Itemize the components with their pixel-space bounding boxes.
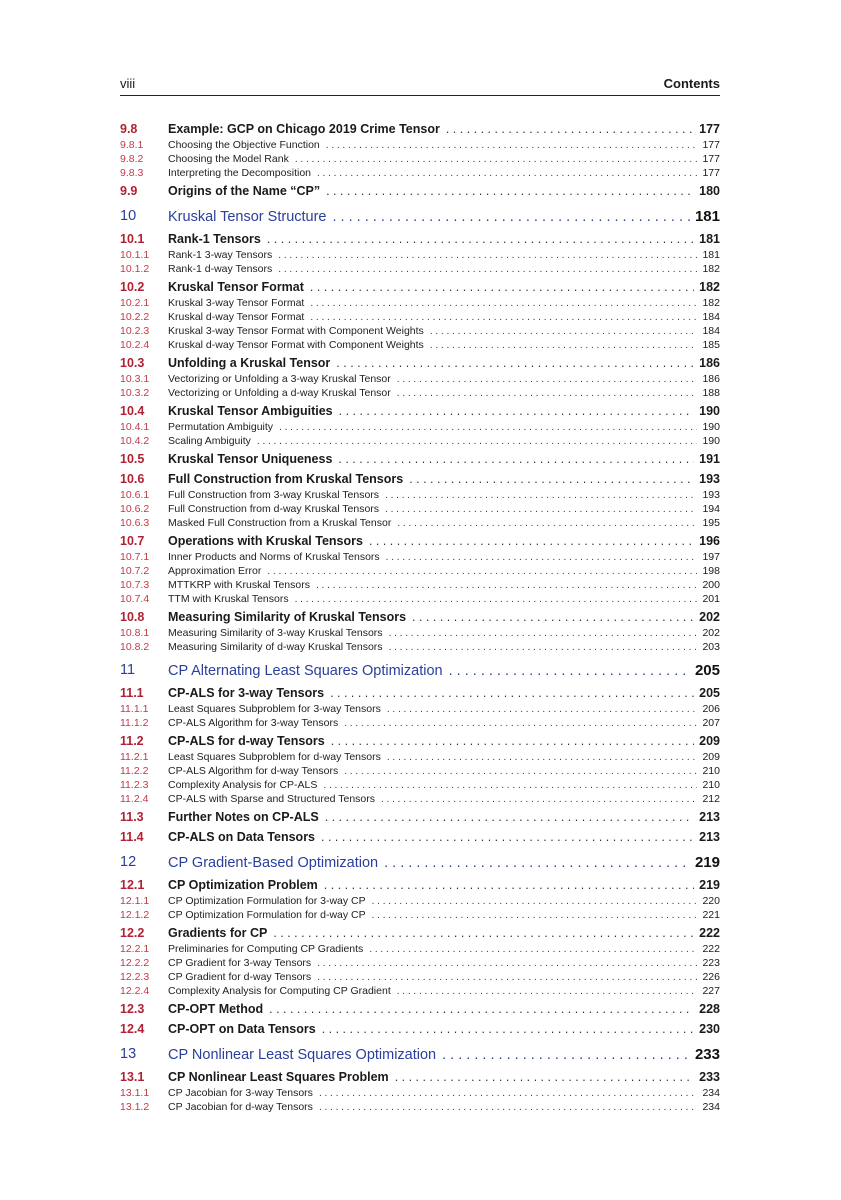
toc-entry-line — [168, 263, 720, 275]
toc-entry-title[interactable]: Origins of the Name “CP” — [168, 184, 321, 198]
toc-entry-page: 181 — [694, 208, 720, 225]
toc-entry-page: 198 — [702, 565, 720, 577]
running-head — [120, 76, 720, 96]
toc-entry-number: 11.2.1 — [120, 751, 149, 763]
dot-leader — [384, 855, 690, 871]
dot-leader — [369, 944, 697, 955]
toc-entry-line — [168, 717, 720, 729]
toc-entry-page: 222 — [699, 926, 720, 940]
dot-leader — [269, 1002, 694, 1016]
toc-entry-page: 233 — [694, 1046, 720, 1063]
toc-entry-line — [168, 311, 720, 323]
toc-entry-title[interactable]: Least Squares Subproblem for 3-way Tensors — [168, 703, 381, 715]
toc-entry-page: 185 — [702, 339, 720, 351]
dot-leader — [267, 232, 694, 246]
toc-entry-line — [168, 1046, 720, 1063]
toc-entry-number: 9.8.3 — [120, 167, 144, 179]
toc-entry-page: 195 — [702, 517, 720, 529]
dot-leader — [278, 250, 697, 261]
toc-entry-page: 184 — [702, 325, 720, 337]
dot-leader — [326, 140, 697, 151]
toc-entry-line — [168, 971, 720, 983]
toc-entry-page: 205 — [694, 662, 720, 679]
dot-leader — [333, 209, 690, 225]
dot-leader — [273, 926, 694, 940]
toc-entry-number: 13.1 — [120, 1070, 145, 1084]
toc-entry-line — [168, 435, 720, 447]
dot-leader — [397, 374, 697, 385]
toc-entry-page: 184 — [702, 311, 720, 323]
dot-leader — [389, 628, 697, 639]
toc-entry-line — [168, 167, 720, 179]
toc-entry-page: 222 — [702, 943, 720, 955]
dot-leader — [446, 122, 694, 136]
toc-entry-line — [168, 627, 720, 639]
toc-entry-title[interactable]: Vectorizing or Unfolding a d-way Kruskal Tensor — [168, 387, 391, 399]
toc-entry-line — [168, 421, 720, 433]
toc-entry-line — [168, 339, 720, 351]
toc-entry-title[interactable]: CP Optimization Formulation for d-way CP — [168, 909, 366, 921]
toc-entry-number: 10.5 — [120, 452, 145, 466]
toc-entry-page: 177 — [702, 139, 720, 151]
toc-entry-line — [168, 662, 720, 679]
toc-entry-number: 10.1.1 — [120, 249, 150, 261]
toc-entry-line — [168, 517, 720, 529]
toc-entry-number: 10.4 — [120, 404, 145, 418]
toc-entry-page: 186 — [702, 373, 720, 385]
toc-entry-page: 227 — [702, 985, 720, 997]
toc-entry-title[interactable]: Kruskal Tensor Uniqueness — [168, 452, 333, 466]
toc-entry-title[interactable]: Measuring Similarity of Kruskal Tensors — [168, 610, 407, 624]
dot-leader — [387, 752, 697, 763]
toc-entry-page: 193 — [699, 472, 720, 486]
dot-leader — [397, 986, 697, 997]
toc-entry-page: 182 — [702, 263, 720, 275]
toc-entry-title[interactable]: Rank-1 3-way Tensors — [168, 249, 273, 261]
toc-entry-number: 10.3.2 — [120, 387, 150, 399]
toc-entry-page: 219 — [694, 854, 720, 871]
toc-entry-line — [168, 208, 720, 225]
toc-entry-line — [168, 565, 720, 577]
toc-entry-page: 226 — [702, 971, 720, 983]
toc-entry-number: 10.8.1 — [120, 627, 150, 639]
dot-leader — [267, 566, 697, 577]
toc-entry-number: 11.2.2 — [120, 765, 149, 777]
toc-entry-title[interactable]: Masked Full Construction from a Kruskal Tensor — [168, 517, 392, 529]
toc-entry-page: 207 — [702, 717, 720, 729]
dot-leader — [387, 704, 697, 715]
toc-entry-title[interactable]: Vectorizing or Unfolding a 3-way Kruskal Tensor — [168, 373, 391, 385]
dot-leader — [385, 504, 697, 515]
toc-entry-number: 10.4.1 — [120, 421, 150, 433]
toc-entry-title[interactable]: Operations with Kruskal Tensors — [168, 534, 363, 548]
dot-leader — [310, 312, 697, 323]
toc-entry-line — [168, 551, 720, 563]
dot-leader — [385, 490, 697, 501]
toc-entry-title[interactable]: CP-OPT on Data Tensors — [168, 1022, 316, 1036]
toc-entry-page: 200 — [702, 579, 720, 591]
toc-entry-line — [168, 153, 720, 165]
toc-entry-number: 10.2.1 — [120, 297, 150, 309]
toc-entry-page: 181 — [702, 249, 720, 261]
toc-entry-line — [168, 1087, 720, 1099]
toc-entry-line — [168, 489, 720, 501]
toc-entry-title[interactable]: Measuring Similarity of d-way Kruskal Tensors — [168, 641, 383, 653]
toc-entry-title[interactable]: Choosing the Objective Function — [168, 139, 320, 151]
toc-entry-number: 13.1.1 — [120, 1087, 150, 1099]
toc-entry-line — [168, 404, 720, 418]
toc-entry-number: 11 — [120, 662, 136, 678]
toc-entry-number: 10.2.2 — [120, 311, 150, 323]
toc-entry-number: 11.3 — [120, 810, 144, 824]
toc-entry-number: 10.6.2 — [120, 503, 150, 515]
toc-entry-title[interactable]: Example: GCP on Chicago 2019 Crime Tensor — [168, 122, 440, 136]
toc-entry-title[interactable]: CP-OPT Method — [168, 1002, 264, 1016]
toc-entry-line — [168, 610, 720, 624]
toc-entry-page: 194 — [702, 503, 720, 515]
toc-entry-title[interactable]: Kruskal 3-way Tensor Format — [168, 297, 305, 309]
toc-entry-title[interactable]: Interpreting the Decomposition — [168, 167, 311, 179]
toc-entry-title[interactable]: Measuring Similarity of 3-way Kruskal Tensors — [168, 627, 383, 639]
toc-entry-title[interactable]: CP-ALS with Sparse and Structured Tensors — [168, 793, 375, 805]
toc-entry-page: 212 — [702, 793, 720, 805]
toc-entry-line — [168, 503, 720, 515]
toc-entry-page: 182 — [699, 280, 720, 294]
dot-leader — [331, 734, 694, 748]
dot-leader — [336, 356, 694, 370]
toc-entry-number: 12.2.1 — [120, 943, 150, 955]
toc-entry-number: 9.8 — [120, 122, 138, 136]
toc-entry-line — [168, 297, 720, 309]
toc-entry-number: 12.1.2 — [120, 909, 150, 921]
toc-entry-title[interactable]: Rank-1 Tensors — [168, 232, 261, 246]
toc-entry-line — [168, 139, 720, 151]
dot-leader — [372, 910, 697, 921]
toc-entry-line — [168, 184, 720, 198]
dot-leader — [279, 422, 697, 433]
dot-leader — [317, 168, 697, 179]
toc-entry-line — [168, 779, 720, 791]
dot-leader — [278, 264, 697, 275]
dot-leader — [372, 896, 697, 907]
dot-leader — [409, 472, 694, 486]
dot-leader — [295, 154, 697, 165]
toc-entry-title[interactable]: Kruskal Tensor Structure — [168, 209, 327, 225]
toc-entry-line — [168, 957, 720, 969]
toc-entry-number: 11.2 — [120, 734, 144, 748]
toc-entry-title[interactable]: Full Construction from d-way Kruskal Tensors — [168, 503, 380, 515]
toc-entry-number: 10.2.3 — [120, 325, 150, 337]
toc-entry-page: 230 — [699, 1022, 720, 1036]
dot-leader — [317, 972, 697, 983]
toc-entry-line — [168, 810, 720, 824]
toc-entry-line — [168, 249, 720, 261]
toc-entry-number: 11.4 — [120, 830, 144, 844]
dot-leader — [325, 810, 694, 824]
toc-entry-number: 10.1.2 — [120, 263, 150, 275]
toc-entry-title[interactable]: Rank-1 d-way Tensors — [168, 263, 273, 275]
dot-leader — [430, 340, 697, 351]
toc-entry-title[interactable]: CP-ALS for 3-way Tensors — [168, 686, 325, 700]
toc-entry-number: 9.8.1 — [120, 139, 144, 151]
toc-entry-title[interactable]: CP-ALS Algorithm for d-way Tensors — [168, 765, 339, 777]
toc-entry-line — [168, 325, 720, 337]
toc-entry-page: 182 — [702, 297, 720, 309]
dot-leader — [344, 718, 697, 729]
toc-entry-page: 213 — [699, 810, 720, 824]
toc-entry-title[interactable]: CP Gradient-Based Optimization — [168, 855, 379, 871]
toc-entry-page: 177 — [702, 153, 720, 165]
dot-leader — [319, 1088, 697, 1099]
toc-entry-title[interactable]: CP Jacobian for 3-way Tensors — [168, 1087, 313, 1099]
toc-entry-page: 201 — [702, 593, 720, 605]
toc-entry-page: 233 — [699, 1070, 720, 1084]
toc-entry-page: 228 — [699, 1002, 720, 1016]
toc-entry-number: 10.7.1 — [120, 551, 150, 563]
toc-entry-number: 10.6.1 — [120, 489, 150, 501]
toc-entry-title[interactable]: CP Jacobian for d-way Tensors — [168, 1101, 313, 1113]
dot-leader — [389, 642, 697, 653]
dot-leader — [324, 878, 694, 892]
toc-entry-number: 9.9 — [120, 184, 138, 198]
toc-entry-number: 12.4 — [120, 1022, 145, 1036]
toc-entry-page: 210 — [702, 779, 720, 791]
toc-entry-number: 12.3 — [120, 1002, 145, 1016]
toc-entry-line — [168, 1101, 720, 1113]
toc-entry-page: 209 — [699, 734, 720, 748]
toc-entry-title[interactable]: Complexity Analysis for Computing CP Gradient — [168, 985, 391, 997]
toc-entry-number: 13.1.2 — [120, 1101, 150, 1113]
dot-leader — [257, 436, 697, 447]
dot-leader — [338, 452, 694, 466]
toc-entry-title[interactable]: Complexity Analysis for CP-ALS — [168, 779, 318, 791]
toc-entry-page: 177 — [699, 122, 720, 136]
toc-entry-number: 10.2 — [120, 280, 145, 294]
toc-entry-title[interactable]: CP Optimization Problem — [168, 878, 318, 892]
toc-entry-line — [168, 280, 720, 294]
toc-entry-line — [168, 1002, 720, 1016]
toc-entry-line — [168, 854, 720, 871]
toc-entry-line — [168, 765, 720, 777]
toc-entry-line — [168, 926, 720, 940]
toc-entry-page: 190 — [702, 421, 720, 433]
toc-entry-number: 10.3 — [120, 356, 145, 370]
running-head-title: Contents — [663, 76, 720, 91]
dot-leader — [321, 830, 694, 844]
toc-entry-line — [168, 472, 720, 486]
toc-entry-page: 221 — [702, 909, 720, 921]
dot-leader — [310, 298, 697, 309]
dot-leader — [369, 534, 694, 548]
toc-entry-line — [168, 373, 720, 385]
toc-entry-number: 12.1.1 — [120, 895, 150, 907]
toc-entry-title[interactable]: Gradients for CP — [168, 926, 268, 940]
toc-entry-page: 193 — [702, 489, 720, 501]
dot-leader — [449, 663, 690, 679]
toc-entry-title[interactable]: CP Alternating Least Squares Optimization — [168, 663, 443, 679]
toc-entry-number: 10.6 — [120, 472, 145, 486]
toc-entry-page: 197 — [702, 551, 720, 563]
toc-entry-number: 12.2 — [120, 926, 145, 940]
toc-entry-title[interactable]: CP Gradient for 3-way Tensors — [168, 957, 312, 969]
toc-entry-title[interactable]: Inner Products and Norms of Kruskal Tensors — [168, 551, 380, 563]
toc-entry-number: 12 — [120, 854, 137, 870]
toc-entry-number: 11.1.2 — [120, 717, 149, 729]
toc-entry-number: 10.4.2 — [120, 435, 150, 447]
toc-entry-number: 10.8.2 — [120, 641, 150, 653]
toc-entry-page: 186 — [699, 356, 720, 370]
toc-entry-title[interactable]: TTM with Kruskal Tensors — [168, 593, 289, 605]
dot-leader — [326, 184, 694, 198]
toc-entry-title[interactable]: Kruskal d-way Tensor Format with Component Weights — [168, 339, 424, 351]
toc-entry-title[interactable]: Unfolding a Kruskal Tensor — [168, 356, 331, 370]
toc-entry-title[interactable]: CP-ALS for d-way Tensors — [168, 734, 325, 748]
toc-entry-page: 180 — [699, 184, 720, 198]
toc-entry-number: 10.6.3 — [120, 517, 150, 529]
toc-entry-line — [168, 686, 720, 700]
toc-entry-page: 190 — [702, 435, 720, 447]
dot-leader — [412, 610, 694, 624]
dot-leader — [330, 686, 694, 700]
toc-entry-page: 219 — [699, 878, 720, 892]
toc-entry-title[interactable]: CP Gradient for d-way Tensors — [168, 971, 312, 983]
toc-entry-number: 12.1 — [120, 878, 145, 892]
toc-entry-number: 10 — [120, 208, 137, 224]
toc-entry-title[interactable]: Choosing the Model Rank — [168, 153, 289, 165]
toc-page — [120, 0, 720, 1200]
dot-leader — [395, 1070, 694, 1084]
toc-entry-line — [168, 909, 720, 921]
toc-entry-title[interactable]: Approximation Error — [168, 565, 262, 577]
toc-entry-page: 202 — [702, 627, 720, 639]
toc-entry-line — [168, 641, 720, 653]
toc-entry-line — [168, 830, 720, 844]
dot-leader — [344, 766, 697, 777]
toc-entry-number: 11.2.3 — [120, 779, 149, 791]
toc-entry-title[interactable]: Further Notes on CP-ALS — [168, 810, 319, 824]
toc-entry-title[interactable]: Preliminaries for Computing CP Gradients — [168, 943, 364, 955]
dot-leader — [322, 1022, 694, 1036]
toc-entry-page: 206 — [702, 703, 720, 715]
toc-entry-page: 190 — [699, 404, 720, 418]
toc-entry-title[interactable]: CP Nonlinear Least Squares Optimization — [168, 1047, 437, 1063]
toc-entry-title[interactable]: MTTKRP with Kruskal Tensors — [168, 579, 310, 591]
toc-entry-number: 10.1 — [120, 232, 145, 246]
toc-entry-line — [168, 387, 720, 399]
toc-entry-page: 210 — [702, 765, 720, 777]
toc-entry-line — [168, 1022, 720, 1036]
toc-entry-line — [168, 534, 720, 548]
toc-entry-line — [168, 793, 720, 805]
toc-entry-number: 10.7.4 — [120, 593, 150, 605]
toc-entry-number: 13 — [120, 1046, 137, 1062]
toc-entry-page: 234 — [702, 1087, 720, 1099]
toc-entry-line — [168, 734, 720, 748]
toc-entry-page: 188 — [702, 387, 720, 399]
toc-entry-number: 10.3.1 — [120, 373, 150, 385]
toc-entry-line — [168, 593, 720, 605]
page-number: viii — [120, 76, 136, 91]
toc-entry-page: 209 — [702, 751, 720, 763]
toc-entry-line — [168, 943, 720, 955]
toc-entry-number: 11.2.4 — [120, 793, 149, 805]
toc-entry-title[interactable]: Kruskal Tensor Ambiguities — [168, 404, 333, 418]
toc-entry-page: 203 — [702, 641, 720, 653]
toc-entry-line — [168, 703, 720, 715]
toc-entry-line — [168, 878, 720, 892]
toc-entry-title[interactable]: Full Construction from 3-way Kruskal Tensors — [168, 489, 380, 501]
dot-leader — [442, 1047, 690, 1063]
toc-entry-title[interactable]: Kruskal d-way Tensor Format — [168, 311, 305, 323]
dot-leader — [386, 552, 697, 563]
toc-entry-title[interactable]: CP-ALS on Data Tensors — [168, 830, 316, 844]
toc-entry-number: 10.2.4 — [120, 339, 150, 351]
toc-entry-title[interactable]: Kruskal Tensor Format — [168, 280, 304, 294]
toc-entry-line — [168, 1070, 720, 1084]
toc-entry-page: 181 — [699, 232, 720, 246]
toc-entry-line — [168, 122, 720, 136]
toc-entry-line — [168, 232, 720, 246]
dot-leader — [319, 1102, 697, 1113]
toc-entry-page: 223 — [702, 957, 720, 969]
toc-entry-number: 10.8 — [120, 610, 145, 624]
toc-entry-title[interactable]: CP Optimization Formulation for 3-way CP — [168, 895, 366, 907]
toc-entry-number: 10.7.3 — [120, 579, 150, 591]
toc-entry-line — [168, 985, 720, 997]
toc-entry-number: 9.8.2 — [120, 153, 144, 165]
toc-entry-number: 11.1.1 — [120, 703, 149, 715]
toc-entry-number: 11.1 — [120, 686, 144, 700]
dot-leader — [397, 388, 697, 399]
toc-entry-number: 12.2.3 — [120, 971, 150, 983]
toc-entry-title[interactable]: Scaling Ambiguity — [168, 435, 251, 447]
dot-leader — [310, 280, 694, 294]
toc-entry-line — [168, 751, 720, 763]
toc-entry-title[interactable]: CP-ALS Algorithm for 3-way Tensors — [168, 717, 339, 729]
toc-entry-page: 202 — [699, 610, 720, 624]
toc-entry-page: 213 — [699, 830, 720, 844]
toc-entry-line — [168, 356, 720, 370]
toc-entry-page: 177 — [702, 167, 720, 179]
dot-leader — [397, 518, 697, 529]
dot-leader — [323, 780, 697, 791]
toc-entry-title[interactable]: Kruskal 3-way Tensor Format with Component Weights — [168, 325, 424, 337]
toc-entry-title[interactable]: Least Squares Subproblem for d-way Tensors — [168, 751, 381, 763]
toc-entry-page: 205 — [699, 686, 720, 700]
dot-leader — [430, 326, 697, 337]
toc-entry-line — [168, 452, 720, 466]
dot-leader — [339, 404, 695, 418]
dot-leader — [317, 958, 697, 969]
toc-entry-page: 191 — [699, 452, 720, 466]
toc-entry-line — [168, 895, 720, 907]
toc-entry-page: 196 — [699, 534, 720, 548]
dot-leader — [381, 794, 697, 805]
toc-entry-title[interactable]: CP Nonlinear Least Squares Problem — [168, 1070, 389, 1084]
dot-leader — [316, 580, 697, 591]
toc-entry-page: 220 — [702, 895, 720, 907]
toc-entry-number: 10.7 — [120, 534, 145, 548]
toc-entry-line — [168, 579, 720, 591]
toc-entry-title[interactable]: Full Construction from Kruskal Tensors — [168, 472, 404, 486]
toc-entry-page: 234 — [702, 1101, 720, 1113]
toc-entry-number: 12.2.4 — [120, 985, 150, 997]
dot-leader — [295, 594, 697, 605]
toc-entry-number: 10.7.2 — [120, 565, 150, 577]
toc-entry-number: 12.2.2 — [120, 957, 150, 969]
toc-entry-title[interactable]: Permutation Ambiguity — [168, 421, 274, 433]
